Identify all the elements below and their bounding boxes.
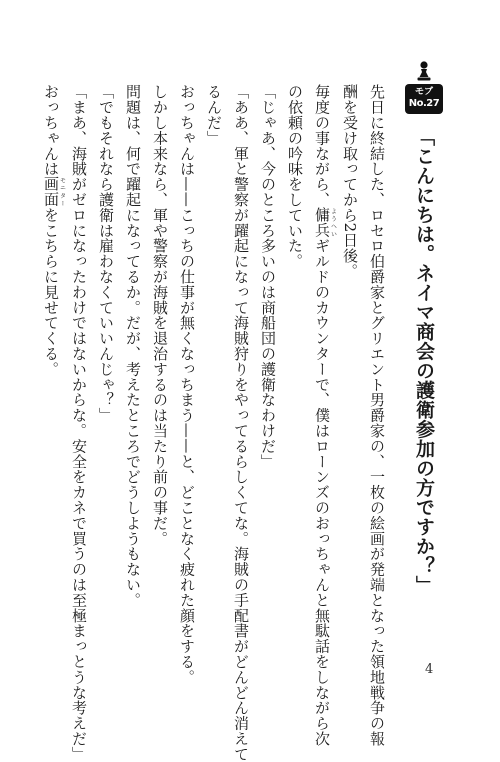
body-line: の依頼の吟味をしていた。 (286, 84, 304, 269)
ruby-yohei: 傭兵ようへい (313, 207, 337, 239)
body-line: るんだ」 (205, 84, 223, 146)
body-text (42, 84, 390, 762)
badge-label-top: モブ (414, 87, 433, 97)
pawn-icon (413, 60, 435, 82)
body-line: 毎度の事ながら、傭兵ようへいギルドのカウンターで、僕はローンズのおっちゃんと無駄話をしながら次 (313, 84, 337, 747)
body-line: おっちゃんは画面モニターをこちらに見せてくる。 (42, 84, 66, 377)
body-line: 酬を受け取ってから2日後。 (341, 84, 359, 279)
body-line: 「まあ、海賊がゼロになったわけではないからな。安全をカネで買うのは至極まっとうな考えだ」 (70, 84, 88, 762)
body-line: 「ああ、軍と警察が躍起になって海賊狩りをやってるらしくてな。海賊の手配書がどんどん消えて (232, 84, 250, 762)
badge-label (405, 84, 443, 114)
body-line: 「じゃあ、今のところ多いのは商船団の護衛なわけだ」 (259, 84, 277, 469)
ruby-reading: モニター (58, 176, 66, 208)
body-line: 問題は、何で躍起になってるか。だが、考えたところでどうしようもない。 (124, 84, 142, 608)
body-line: しかし本来なら、軍や警察が海賊を退治するのは当たり前の事だ。 (151, 84, 169, 546)
mob-number-badge (405, 60, 443, 116)
badge-label-number: No.27 (408, 98, 440, 109)
chapter-title: 「こんにちは。ネイマ商会の護衛参加の方ですか？」 (413, 127, 435, 595)
body-line: おっちゃんは——こっちの仕事が無くなっちまう——と、どことなく疲れた顔をする。 (178, 84, 196, 685)
page-number: 4 (425, 662, 434, 677)
ruby-reading: ようへい (329, 207, 337, 238)
ruby-monitor: 画面モニター (42, 176, 66, 208)
body-line: 先日に終結した、ロセロ伯爵家とグリエント男爵家の、一枚の絵画が発端となった領地戦争の報 (368, 84, 386, 747)
body-line: 「でもそれなら護衛は雇わなくていいんじゃ？」 (97, 84, 115, 423)
